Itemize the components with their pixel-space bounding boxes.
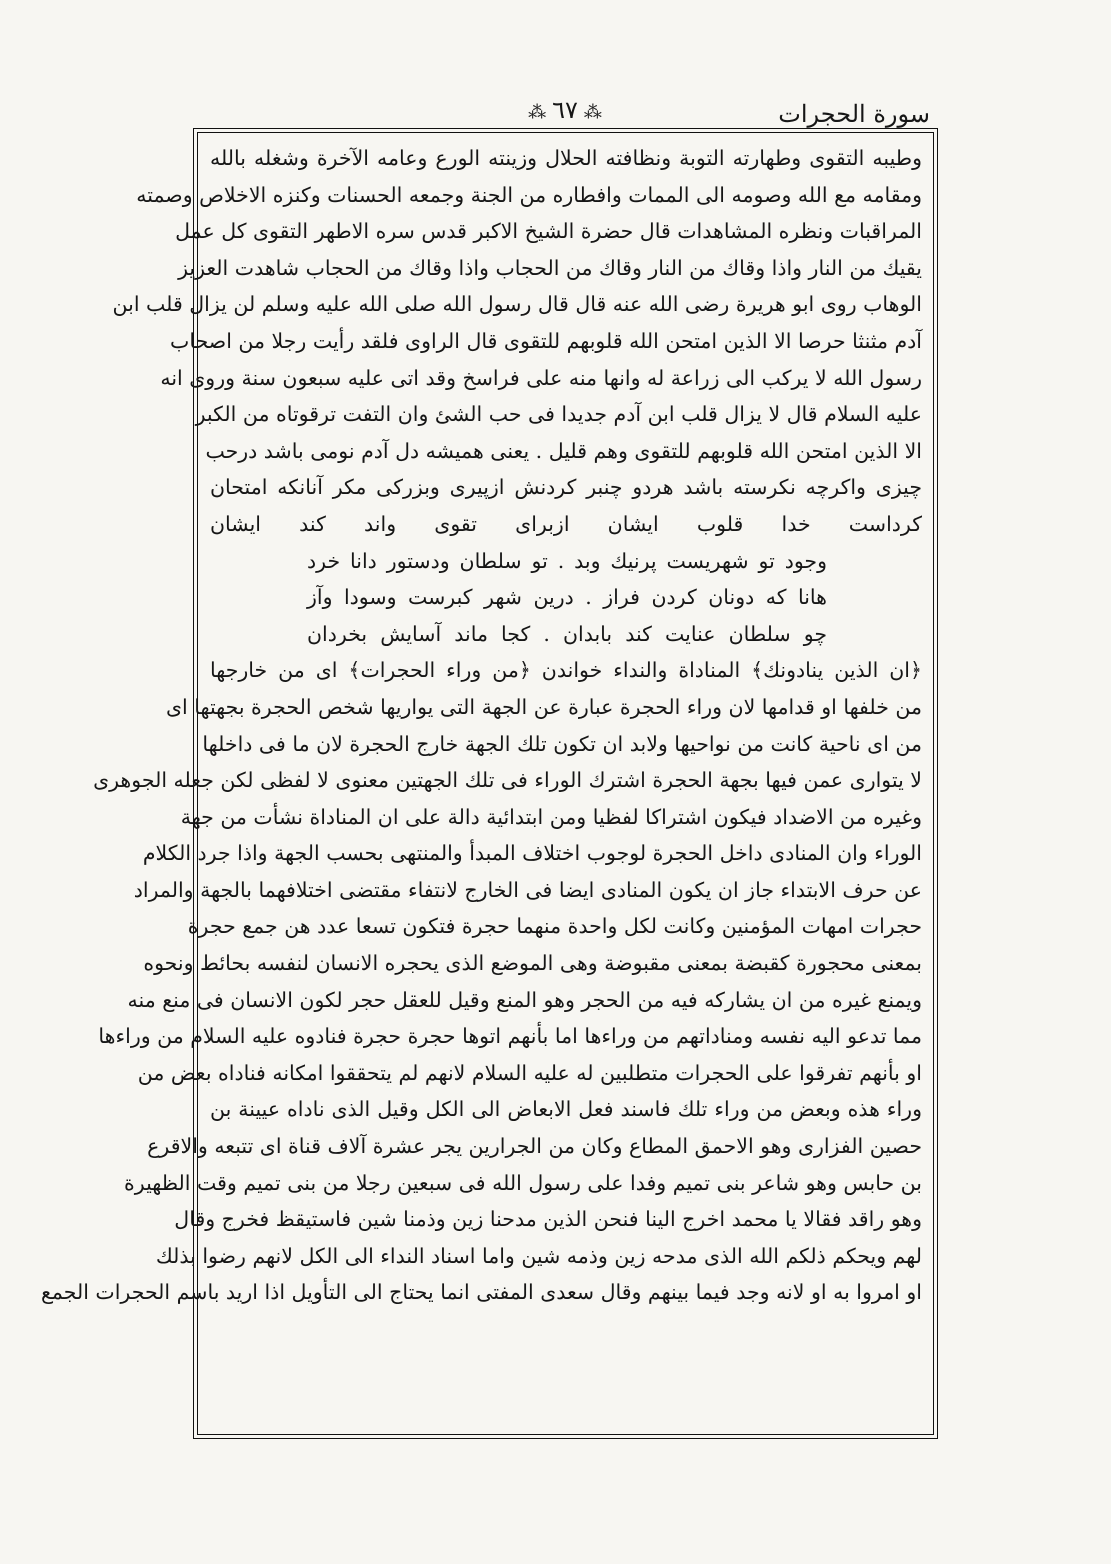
- text-line: من اى ناحية كانت من نواحيها ولابد ان تكون تلك الجهة خارج الحجرة لان ما فى داخلها: [202, 731, 922, 756]
- page-header: [200, 96, 930, 132]
- text-line: رسول الله لا يركب الى زراعة له وانها منه على فراسخ وقد اتى عليه سبعون سنة وروى انه: [160, 365, 922, 390]
- text-line: مما تدعو اليه نفسه ومناداتهم من وراءها اما بأنهم اتوها حجرة حجرة فنادوه عليه السلام من وراءها: [98, 1024, 922, 1049]
- text-line: عن حرف الابتداء جاز ان يكون المنادى ايضا فى الخارج لانتفاء مقتضى اختلافهما بالجهة والمراد: [133, 877, 922, 902]
- text-line: الوراء وان المنادى داخل الحجرة لوجوب اختلاف المبدأ والمنتهى بحسب الجهة واذا جرد الكلام: [142, 841, 922, 866]
- text-line: او بأنهم تفرقوا على الحجرات متطلبين له عليه السلام لانهم لم يتحققوا امكانه فناداه بعض من: [137, 1060, 922, 1085]
- text-line: وغيره من الاضداد فيكون اشتراكا لفظيا ومن ابتدائية دالة على ان المناداة نشأت من جهة: [180, 804, 922, 829]
- page-number-block: [522, 96, 608, 124]
- text-line: بمعنى محجورة كقبضة بمعنى مقبوضة وهى الموضع الذى يحجره الانسان لنفسه بحائط ونحوه: [143, 951, 922, 976]
- verse-line: هانا كه دونان كردن فراز . درين شهر كبرست وسودا وآز: [307, 585, 827, 610]
- text-line: من خلفها او قدامها لان وراء الحجرة عبارة عن الجهة التى يواريها شخص الحجرة بجهتها اى: [166, 694, 922, 719]
- text-line: المراقبات ونظره المشاهدات قال حضرة الشيخ الاكبر قدس سره الاطهر التقوى كل عمل: [175, 219, 922, 244]
- text-line: لا يتوارى عمن فيها بجهة الحجرة اشترك الوراء فى تلك الجهتين معنوى لا لفظى لكن جعله الجوهرى: [93, 768, 922, 793]
- text-line: الوهاب روى ابو هريرة رضى الله عنه قال قال رسول الله صلى الله عليه وسلم لن يزال قلب ابن: [112, 292, 922, 317]
- text-line: الا الذين امتحن الله قلوبهم للتقوى وهم قليل . يعنى هميشه دل آدم نومى باشد درحب: [205, 438, 922, 463]
- verse-line: چو سلطان عنايت كند بابدان . كجا ماند آسايش بخردان: [307, 621, 827, 646]
- text-line: عليه السلام قال لا يزال قلب ابن آدم جديدا فى حب الشئ وان التفت ترقوتاه من الكبر: [195, 402, 922, 427]
- surah-title: سورة الحجرات: [778, 100, 930, 128]
- text-line: ومقامه مع الله وصومه الى الممات وافطاره من الجنة وجمعه الحسنات وكنزه الاخلاص وصمته: [136, 182, 922, 207]
- text-line: وطيبه التقوى وطهارته التوبة ونظافته الحلال وزينته الورع وعامه الآخرة وشغله بالله: [210, 146, 922, 170]
- page-number: ٦٧: [552, 96, 578, 124]
- text-line: وراء هذه وبعض من وراء تلك فاسند فعل الابعاض الى الكل وقيل الذى ناداه عيينة بن: [210, 1097, 922, 1122]
- text-line: ويمنع غيره من ان يشاركه فيه من الحجر وهو المنع وقيل للعقل حجر لكون الانسان فى منع منه: [127, 987, 922, 1012]
- text-line: بن حابس وهو شاعر بنى تميم وفدا على رسول الله فى سبعين رجلا من بنى تميم وقت الظهيرة: [124, 1170, 922, 1195]
- text-line: وهو راقد فقالا يا محمد اخرج الينا فنحن الذين مدحنا زين وذمنا شين فاستيقظ فخرج وقال: [174, 1207, 922, 1232]
- text-line: كرداست خدا قلوب ايشان ازبراى تقوى واند كند ايشان: [210, 511, 922, 536]
- body-text: [40, 140, 922, 1311]
- text-line: آدم مثنثا حرصا الا الذين امتحن الله قلوبهم للتقوى قال الراوى فلقد رأيت رجلا من اصحاب: [170, 328, 922, 353]
- text-line: او امروا به او لانه وجد فيما بينهم وقال سعدى المفتى انما يحتاج الى التأويل اذا اريد باسم الحجرات الجمع: [40, 1280, 922, 1305]
- text-line: حصين الفزارى وهو الاحمق المطاع وكان من الجرارين يجر عشرة آلاف قناة اى تتبعه والاقرع: [147, 1134, 922, 1159]
- text-line: يقيك من النار واذا وقاك من النار وقاك من الحجاب واذا وقاك من الحجاب شاهدت العزيز: [178, 255, 922, 280]
- text-line: ﴿ان الذين ينادونك﴾ المناداة والنداء خواندن ﴿من وراء الحجرات﴾ اى من خارجها: [210, 658, 922, 683]
- text-line: حجرات امهات المؤمنين وكانت لكل واحدة منهما حجرة فتكون تسعا عدد هن جمع حجرة: [187, 914, 922, 939]
- persian-verse: [210, 543, 922, 653]
- verse-line: وجود تو شهريست پرنيك وبد . تو سلطان ودستور دانا خرد: [307, 548, 827, 573]
- text-line: چيزى واكرچه نكرسته باشد هردو چنبر كردنش ازپيرى وبزركى مكر آنانكه امتحان: [210, 475, 922, 500]
- ornament-icon: ⁂: [528, 102, 547, 123]
- text-line: لهم ويحكم ذلكم الله الذى مدحه زين وذمه شين واما اسناد النداء الى الكل لانهم رضوا بذلك: [155, 1243, 922, 1268]
- ornament-icon: ⁂: [583, 102, 602, 123]
